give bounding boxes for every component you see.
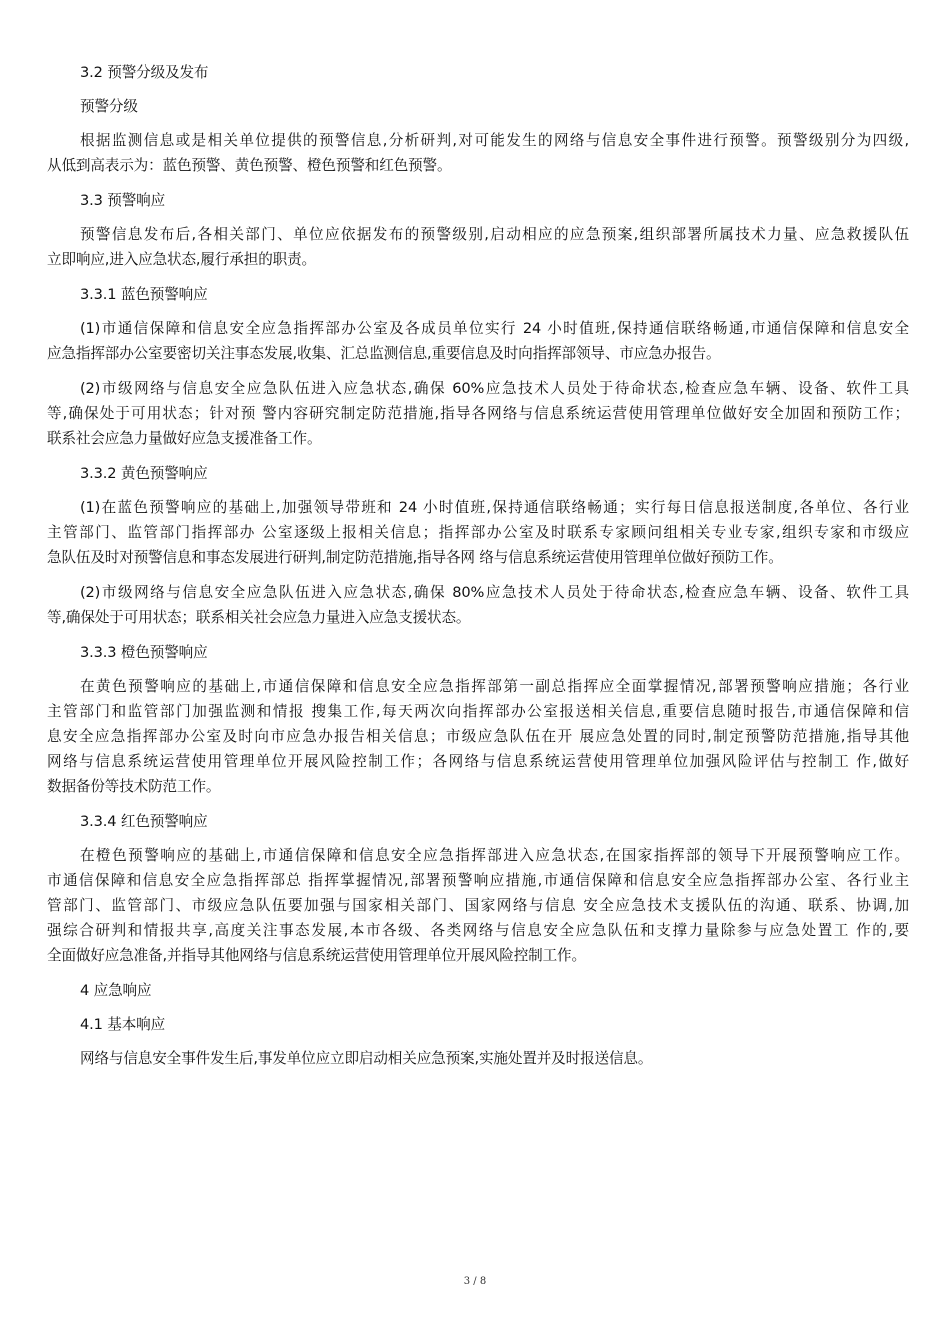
- paragraph-line: 网络与信息安全事件发生后,事发单位应立即启动相关应急预案,实施处置并及时报送信息。: [80, 1050, 653, 1067]
- paragraph-line: 立即响应,进入应急状态,履行承担的职责。: [47, 251, 316, 268]
- heading-text: 4 应急响应: [80, 982, 152, 999]
- paragraph-line: (1)市通信保障和信息安全应急指挥部办公室及各成员单位实行 24 小时值班,保持通信联络畅通,市通信保障和信息安全: [80, 320, 909, 337]
- paragraph-line: 网络与信息系统运营使用管理单位开展风险控制工作；各网络与信息系统运营使用管理单位加强风险评估与控制工 作,做好: [47, 753, 909, 770]
- paragraph: [47, 843, 909, 968]
- paragraph-line: 息安全应急指挥部办公室及时向市应急办报告相关信息；市级应急队伍在开 展应急处置的同时,制定预警防范措施,指导其他: [47, 728, 909, 745]
- paragraph-line: (1)在蓝色预警响应的基础上,加强领导带班和 24 小时值班,保持通信联络畅通；实行每日信息报送制度,各单位、各行业: [80, 499, 909, 516]
- paragraph: [47, 222, 909, 272]
- paragraph-line: 等,确保处于可用状态；联系相关社会应急力量进入应急支援状态。: [47, 609, 471, 626]
- section-heading: [47, 60, 909, 85]
- heading-text: 3.3.4 红色预警响应: [80, 813, 208, 830]
- paragraph-line: 主管部门、监管部门指挥部办 公室逐级上报相关信息；指挥部办公室及时联系专家顾问组相关专业专家,组织专家和市级应: [47, 524, 909, 541]
- heading-text: 3.3 预警响应: [80, 192, 166, 209]
- heading-text: 3.3.3 橙色预警响应: [80, 644, 208, 661]
- paragraph: [47, 376, 909, 451]
- heading-text: 3.3.2 黄色预警响应: [80, 465, 208, 482]
- paragraph-line: 应急指挥部办公室要密切关注事态发展,收集、汇总监测信息,重要信息及时向指挥部领导、市应急办报告。: [47, 345, 721, 362]
- section-heading: [47, 282, 909, 307]
- heading-text: 3.2 预警分级及发布: [80, 64, 209, 81]
- paragraph: [47, 1046, 909, 1071]
- section-heading: [47, 1012, 909, 1037]
- heading-text: 4.1 基本响应: [80, 1016, 166, 1033]
- paragraph-line: (2)市级网络与信息安全应急队伍进入应急状态,确保 80%应急技术人员处于待命状态,检查应急车辆、设备、软件工具: [80, 584, 909, 601]
- page-number: 3 / 8: [463, 1276, 487, 1287]
- paragraph-line: 预警信息发布后,各相关部门、单位应依据发布的预警级别,启动相应的应急预案,组织部署所属技术力量、应急救援队伍: [80, 226, 909, 243]
- paragraph-line: 全面做好应急准备,并指导其他网络与信息系统运营使用管理单位开展风险控制工作。: [47, 947, 586, 964]
- paragraph: [47, 495, 909, 570]
- paragraph-line: 从低到高表示为：蓝色预警、黄色预警、橙色预警和红色预警。: [47, 157, 452, 174]
- section-heading: [47, 94, 909, 119]
- section-heading: [47, 809, 909, 834]
- paragraph-line: 在橙色预警响应的基础上,市通信保障和信息安全应急指挥部进入应急状态,在国家指挥部的领导下开展预警响应工作。: [80, 847, 909, 864]
- paragraph-line: 等,确保处于可用状态；针对预 警内容研究制定防范措施,指导各网络与信息系统运营使用管理单位做好安全加固和预防工作；: [47, 405, 909, 422]
- paragraph-line: 主管部门和监管部门加强监测和情报 搜集工作,每天两次向指挥部办公室报送相关信息,重要信息随时报告,市通信保障和信: [47, 703, 909, 720]
- paragraph-line: 急队伍及时对预警信息和事态发展进行研判,制定防范措施,指导各网 络与信息系统运营使用管理单位做好预防工作。: [47, 549, 783, 566]
- heading-text: 预警分级: [80, 98, 138, 115]
- section-heading: [47, 188, 909, 213]
- paragraph-line: 市通信保障和信息安全应急指挥部总 指挥掌握情况,部署预警响应措施,市通信保障和信息安全应急指挥部办公室、各行业主: [47, 872, 909, 889]
- heading-text: 3.3.1 蓝色预警响应: [80, 286, 208, 303]
- paragraph: [47, 128, 909, 178]
- paragraph-line: (2)市级网络与信息安全应急队伍进入应急状态,确保 60%应急技术人员处于待命状态,检查应急车辆、设备、软件工具: [80, 380, 909, 397]
- document-page: [47, 60, 909, 1081]
- paragraph-line: 强综合研判和情报共享,高度关注事态发展,本市各级、各类网络与信息安全应急队伍和支撑力量除参与应急处置工 作的,要: [47, 922, 909, 939]
- paragraph: [47, 580, 909, 630]
- paragraph: [47, 674, 909, 799]
- section-heading: [47, 461, 909, 486]
- section-heading: [47, 978, 909, 1003]
- paragraph-line: 数据备份等技术防范工作。: [47, 778, 221, 795]
- paragraph-line: 根据监测信息或是相关单位提供的预警信息,分析研判,对可能发生的网络与信息安全事件进行预警。预警级别分为四级,: [80, 132, 909, 149]
- paragraph-line: 在黄色预警响应的基础上,市通信保障和信息安全应急指挥部第一副总指挥应全面掌握情况,部署预警响应措施；各行业: [80, 678, 909, 695]
- section-heading: [47, 640, 909, 665]
- paragraph-line: 管部门、监管部门、市级应急队伍要加强与国家相关部门、国家网络与信息 安全应急技术支援队伍的沟通、联系、协调,加: [47, 897, 909, 914]
- paragraph: [47, 316, 909, 366]
- paragraph-line: 联系社会应急力量做好应急支援准备工作。: [47, 430, 322, 447]
